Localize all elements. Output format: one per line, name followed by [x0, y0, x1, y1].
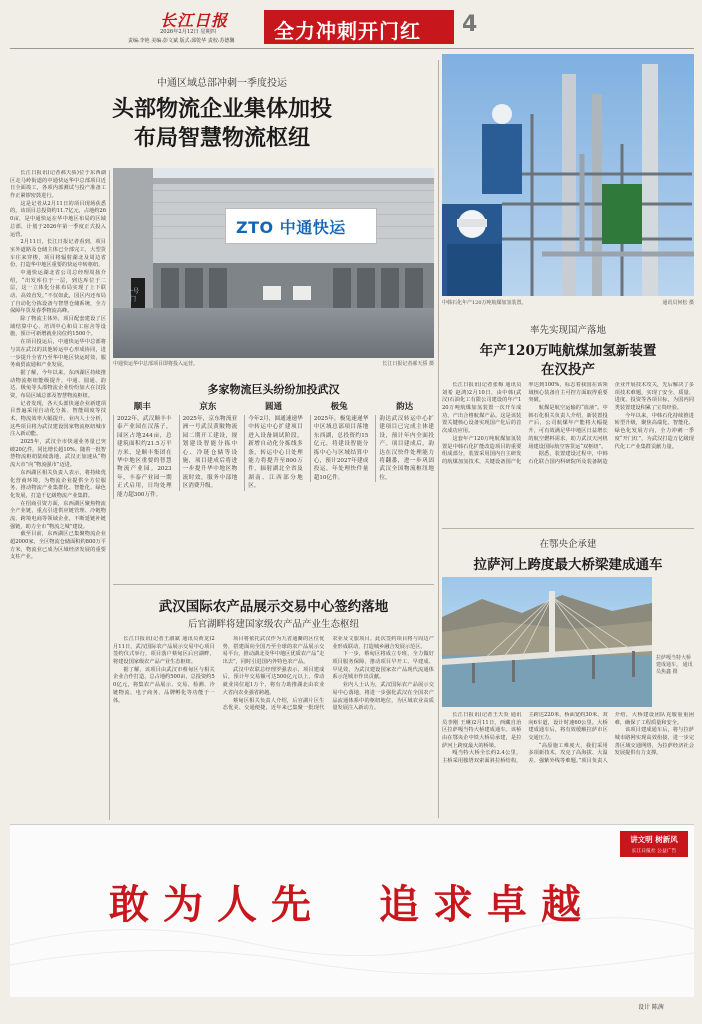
story2-paragraph: 下一步，蔡甸区将成立专班，全力做好项目服务保障，推动项目早开工、早建成、早见效，为武汉建设国家农产品现代流通体系示范城市作出贡献。	[332, 651, 434, 681]
story2-body	[113, 636, 434, 818]
bridge-paragraph: 该项目建成通车后，将与拉萨城市路网实现高效衔接，进一步完善区域交通网络，为拉萨经济社会发展提供有力支撑。	[614, 727, 694, 757]
story2-paragraph: 长江日报讯(记者王淑斌 通讯员黄龙)2月11日，武汉国际农产品展示交易中心项目签约仪式举行，项目落户蔡甸区后官湖畔，将建设国家级农产品产业生态枢纽。	[113, 636, 215, 666]
right-paragraph: 今年以来，中韩石化持续推进转型升级，聚焦高端化、智能化、绿色化发展方向，全力冲刺一季度“开门红”，为武汉打造万亿级现代化工产业集群贡献力量。	[614, 412, 694, 450]
sign-text: ZTO 中通快运	[236, 218, 346, 237]
lead-paragraph: 中通快运湖北省公司总经理周扬介绍，“出发库位于一层，到达库位于二层，这一立体化分拣布局实现了上下联动、高效直发。”不仅如此，园区内还布局了自动化分拣设备与智慧仓储系统，全力保障年货及春季物流高峰。	[10, 269, 106, 315]
company-text: 今年2月，圆通速递华中转运中心扩建项目进入设备调试阶段，新增自动化分拣线多条，转运中心日处理能力将提升至800万件，辐射湖北全省及湖南、江西部分地区。	[244, 415, 303, 491]
page-column-divider	[438, 60, 439, 818]
photo-credit: 长江日报记者郝天骄 摄	[382, 361, 434, 367]
caption-text: 中韩石化年产120万吨航煤加氢装置。	[442, 300, 527, 306]
subsection-box	[113, 400, 434, 570]
warehouse-photo-svg	[113, 168, 434, 358]
bridge-title: 拉萨河上跨度最大桥梁建成通车	[473, 557, 663, 573]
bridge-top-rule	[442, 528, 694, 529]
right-paragraph: 航煤是航空运输的“血液”。中韩石化相关负责人介绍，新装置投产后，公司航煤年产能将大幅提升，可有效满足华中地区日益增长的航空燃料需求，助力武汉天河机场建设国际航空客货运“双枢纽”。	[528, 405, 608, 450]
designer-credit: 设计 陈茜	[638, 1004, 664, 1011]
lead-paragraph: 除了物流主体外，项目配套建设了区域结算中心、培训中心和员工宿舍等设施，预计可新增就业岗位约1500个。	[10, 316, 106, 338]
company-name: 韵达	[396, 402, 414, 412]
story2-paragraph: 据了解，该项目由武汉市蔡甸区与相关企业合作打造，总占地约500亩，总投资约50亿元，将集农产品展示、交易、检测、冷链物流、电子商务、品牌孵化等功能于一体。	[113, 666, 215, 704]
story2-paragraph: 武汉中农联总经理罗强表示，项目建成后，预计年交易额可达500亿元以上，带动就业岗位超1万个，将有力助推湖北由农业大省向农业强省跨越。	[222, 666, 325, 696]
lead-paragraph: 据了解，今年以来，东西湖区持续推动物流枢纽能级提升，中通、圆通、韵达、极兔等头部物流企业纷纷加大在汉投资，布局区域总部及智慧物流枢纽。	[10, 369, 106, 399]
lead-headline-line1: 头部物流企业集体加投	[111, 96, 332, 122]
company-box-yuantong	[244, 400, 303, 570]
story2-title: 武汉国际农产品展示交易中心签约落地	[158, 599, 389, 615]
company-text: 2022年，武汉顺丰丰泰产业园在汉落子，园区占地244亩，总建筑面积约21.5万平方米，是顺丰集团在华中地区重要的智慧物流产业园。2023年，丰泰产业园一期正式启用，日均处理能力超300万件。	[113, 415, 172, 499]
company-text: 韵达武汉转运中心扩建项目已完成主体建设，预计年内全面投产。项目建成后，韵达在汉快件处理能力将翻番，进一步巩固武汉全国物流枢纽地位。	[375, 415, 434, 482]
story2-top-rule	[113, 584, 434, 585]
ad-stamp-line1: 讲文明 树新风	[630, 835, 678, 844]
lead-paragraph: 截至目前，东西湖区已集聚物流企业超2000家，全区物流仓储面积约800万平方米，物流业已成为区域经济发展的重要支柱产业。	[10, 531, 106, 561]
company-name: 圆通	[264, 402, 282, 412]
staff-line: 责编:李艳 美编:彭文斌 版式:邱乾华 责校:苏德馨	[128, 38, 235, 44]
ad-stamp	[620, 831, 688, 857]
bridge-paragraph: 嘎当特大桥全长约2.4公里，主桥采用独塔双索面斜拉桥结构，主跨达220米，桥面宽约30米，双向6车道，设计时速60公里。大桥建成通车后，将有效缓解拉萨市区交通压力。	[442, 712, 608, 765]
right-paragraph: 据悉，装置建设过程中，中韩石化联合国内科研院所及装备制造企业开展技术攻关，先后解决了多项技术难题，实现了安全、质量、进度、投资等各项目标，为国内同类装置建设积累了宝贵经验。	[528, 382, 694, 465]
right-title-line1: 年产120万吨航煤加氢新装置	[479, 343, 657, 359]
lead-kicker: 中通区域总部冲刺一季度投运	[157, 78, 287, 89]
company-text: 2025年，极兔速递华中区域总部项目落地东西湖，总投资约15亿元，将建设智能分拣中心与区域结算中心，预计2027年建成投运，年处理快件量超10亿件。	[310, 415, 369, 482]
bridge-paragraph: 长江日报讯(记者王天炎 通讯员李刚 王琳)2月11日，西藏自治区拉萨嘎当特大桥建成通车。该桥由在鄂央企中铁大桥局承建，是拉萨河上跨度最大的桥梁。	[442, 712, 522, 749]
public-ad-banner	[10, 824, 694, 996]
logo: 长江日报	[160, 11, 229, 30]
right-kicker: 率先实现国产落地	[529, 325, 606, 336]
story2-paragraph: 蔡甸区相关负责人介绍，后官湖片区生态优美、交通便捷，近年来已集聚一批现代农业及文旅项目。此次签约项目将与周边产业形成联动，打造城乡融合发展示范区。	[222, 636, 434, 712]
story2-paragraph: 业内人士认为，武汉国际农产品展示交易中心落地，将进一步强化武汉在全国农产品流通体系中的枢纽地位，为区域农业高质量发展注入新动力。	[332, 682, 434, 712]
bridge-photo-caption	[656, 655, 694, 675]
lead-paragraph: 2025年，武汉全市快递业务量已突破20亿件，同比增长超10%。随着一批智慧物流枢纽陆续落地，武汉正加速从“物流大市”向“物流强市”迈进。	[10, 439, 106, 469]
company-box-jitu	[310, 400, 369, 570]
company-name: 京东	[199, 402, 217, 412]
company-box-jd	[179, 400, 238, 570]
story2-paragraph: 项目将依托武汉作为九省通衢的区位优势，搭建面向全国乃至全球的农产品展示交易平台，推动湖北及华中地区优质农产品“走出去”，同时引进国内外特色农产品。	[222, 636, 325, 666]
company-name: 极兔	[330, 402, 348, 412]
refinery-photo	[442, 54, 694, 296]
right-body	[442, 382, 694, 522]
story2-subtitle: 后官湖畔将建国家级农产品产业生态枢纽	[187, 619, 359, 630]
refinery-photo-caption	[442, 300, 694, 307]
lead-photo	[113, 168, 434, 358]
sign-board	[225, 208, 377, 244]
subsection-title: 多家物流巨头纷纷加投武汉	[207, 383, 340, 396]
lead-paragraph: 在招商引资方面，东西湖区聚焦物流全产业链，重点引进供应链管理、冷链物流、跨境电商等领域企业，不断延链补链强链，助力全市“物流之城”建设。	[10, 500, 106, 530]
date-line: 2026年2月12日 星期四	[160, 29, 216, 35]
lead-paragraph: 长江日报讯(记者郝天骄)位于东西湖区走马岭街道的中通快运华中总部项目近日全面竣工，各项内部测试与投产准备工作正紧锣密鼓进行。	[10, 170, 106, 200]
lead-photo-caption	[113, 361, 434, 368]
lead-paragraph: 这是记者从2月11日的项目现场获悉的，该项目总投资约11.7亿元，占地约260亩，是中通快运在华中地区布局的区域总部，计划于2026年第一季度正式投入运营。	[10, 200, 106, 238]
company-box-yunda	[375, 400, 434, 570]
masthead	[10, 8, 694, 46]
lead-headline-line2: 布局智慧物流枢纽	[133, 125, 310, 151]
right-title-line2: 在汉投产	[541, 362, 595, 378]
bridge-photo	[442, 577, 652, 707]
photo-credit: 通讯员焦鑫 摄	[656, 661, 693, 675]
right-paragraph: 这套年产120万吨航煤加氢装置是中韩石化扩能改造项目的重要组成部分，装置采用国内自主研发的航煤加氢技术，关键设备国产化率达到100%，标志着我国在该领域核心装备自主可控方面取得重要突破。	[442, 382, 608, 465]
company-text: 2025年，京东物流亚洲一号武汉黄陂物流园二期开工建设，规划建设智能分拣中心、冷链仓储等设施，项目建成后将进一步提升华中地区物流时效，服务中部地区消费升级。	[179, 415, 238, 491]
ad-slogan: 敢为人先 追求卓越	[109, 881, 595, 928]
column-divider	[109, 170, 110, 820]
banner-title	[264, 10, 454, 44]
ad-stamp-line2: 长江日报社 公益广告	[631, 849, 677, 854]
caption-text: 中通快运华中总部项目即将投入运营。	[113, 361, 199, 367]
lead-paragraph: 记者发现，各大头部快递企业新建项目普遍采用自动化分拣、智能调度等技术，物流效率大幅提升。业内人士分析，这些项目将为武汉建设国家物流枢纽城市注入新动能。	[10, 400, 106, 438]
page-number: 4	[462, 12, 478, 37]
lead-paragraph: 在项目投运后，中通快运华中总部将与其在武汉的其他转运中心形成协同，进一步提升全省乃至华中地区快运时效，服务商贸流通和产业发展。	[10, 339, 106, 369]
right-paragraph: 长江日报讯(记者张梅 通讯员刘希 赵鸿)2月10日，由中韩(武汉)石油化工有限公司建设的年产120万吨航煤加氢装置一次开车成功，产出合格航煤产品。这是该装置关键核心设备实现国产化后的首次成功应用。	[442, 382, 522, 435]
refinery-photo-svg	[442, 54, 694, 296]
gate-sign: 一号门	[127, 288, 140, 303]
photo-credit: 通讯员何松 摄	[662, 300, 694, 306]
caption-text: 拉萨嘎当特大桥建成通车。	[656, 655, 692, 668]
bridge-body	[442, 712, 694, 818]
bridge-kicker: 在鄂央企承建	[539, 539, 597, 550]
lead-body	[10, 170, 106, 818]
lead-paragraph: 东西湖区相关负责人表示，将持续优化营商环境，为物流企业提供全方位服务，推动物流产业集群化、智能化、绿色化发展，打造千亿级物流产业集群。	[10, 469, 106, 499]
lead-paragraph: 2月11日，长江日报记者看到，项目室外道路及仓储主体已全部完工，大型货车往来穿梭，项目将辐射湖北及周边省份，打造华中地区重要的快运中转枢纽。	[10, 239, 106, 269]
masthead-rule	[10, 48, 694, 49]
bridge-paragraph: “高原施工难度大，我们采用多项新技术，攻克了高海拔、大温差、强紫外线等难题。”项目负责人介绍，大桥建设团队克服重重困难，确保了工程质量和安全。	[528, 712, 694, 765]
banner-title-text: 全力冲刺开门红	[274, 19, 421, 43]
bridge-photo-svg	[442, 577, 652, 707]
company-box-shunfeng	[113, 400, 172, 570]
company-name: 顺丰	[133, 402, 151, 412]
